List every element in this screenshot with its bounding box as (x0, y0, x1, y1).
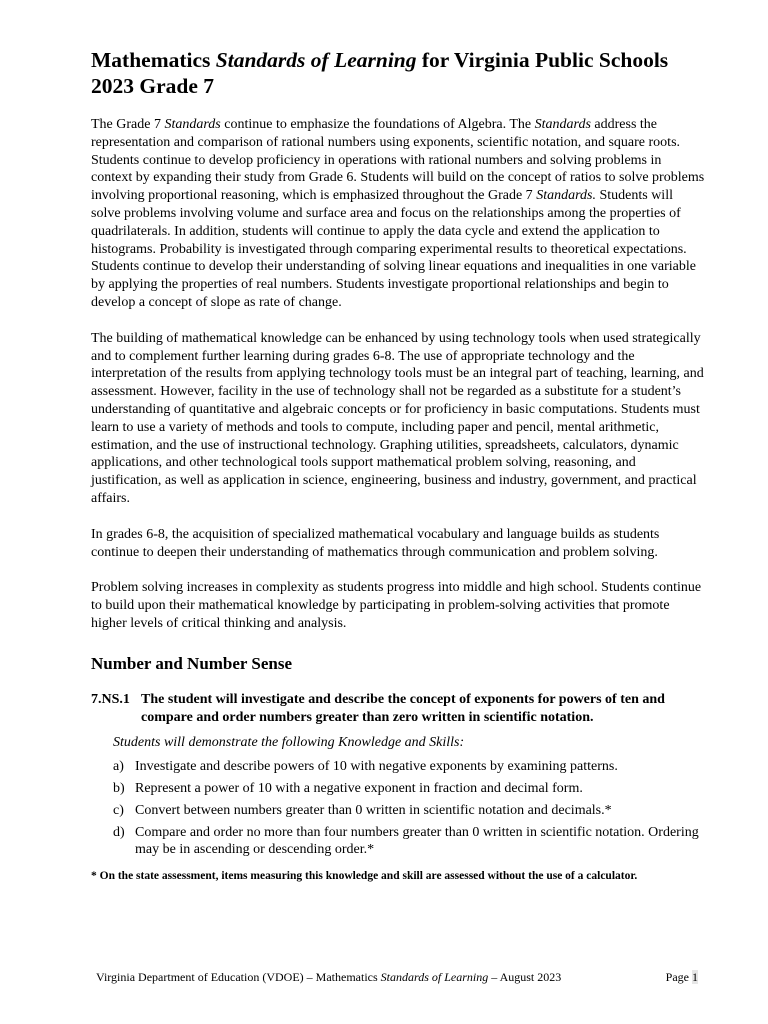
knowledge-skills-heading: Students will demonstrate the following Knowledge and Skills: (113, 735, 465, 751)
standard-text: The student will investigate and describe the concept of exponents for powers of ten and compare and order numbers greater than zero written in scientific notation. (141, 691, 665, 725)
knowledge-skills-list (113, 758, 705, 859)
intro-paragraph-4: Problem solving increases in complexity as students progress into middle and high school. Students continue to build upon their mathematical knowledge by participating in problem-solving activities that promote higher levels of critical thinking and analysis. (91, 580, 702, 631)
title-italic-text: Standards of Learning (215, 48, 417, 72)
standard-7ns1 (91, 691, 705, 727)
list-item: b) Represent a power of 10 with a negative exponent in fraction and decimal form. (113, 780, 583, 796)
intro-paragraph-1: The Grade 7 Standards continue to emphasize the foundations of Algebra. The Standards address the representation and comparison of rational numbers using exponents, scientific notation, and square roots. Students continue to develop proficiency in operations with rational numbers and solving problems in context by expanding their study from Grade 6. Students will build on the concept of ratios to solve problems involving proportional reasoning, which is emphasized throughout the Grade 7 Standards. Students will solve problems involving volume and surface area and focus on the relationships among the properties of quadrilaterals. In addition, students will continue to apply the data cycle and extend the application to histograms. Probability is investigated through comparing experimental results to theoretical expectations. Students continue to develop their understanding of solving linear equations and inequalities in one variable by applying the properties of real numbers. Students investigate proportional relationships and begin to develop a concept of slope as rate of change. (91, 117, 705, 310)
intro-paragraph-3: In grades 6-8, the acquisition of specialized mathematical vocabulary and language builds as students continue to deepen their understanding of mathematics through communication and problem solving. (91, 526, 660, 560)
section-heading: Number and Number Sense (91, 653, 293, 673)
page-number: Page 1 (665, 970, 698, 984)
standard-code: 7.NS.1 (91, 691, 130, 707)
list-item: d) Compare and order no more than four numbers greater than 0 written in scientific notation. Ordering may be in ascending or descending order.* (113, 824, 699, 858)
page-title (91, 47, 705, 99)
document-page (91, 47, 705, 884)
title-text: Mathematics (91, 48, 216, 72)
assessment-footnote: * On the state assessment, items measuring this knowledge and skill are assessed without the use of a calculator. (91, 870, 638, 883)
title-text-end: for Virginia Public Schools 2023 Grade 7 (91, 48, 669, 98)
list-item: c) Convert between numbers greater than 0 written in scientific notation and decimals.* (113, 802, 612, 818)
footer-source: Virginia Department of Education (VDOE) – Mathematics Standards of Learning – August 2023 (96, 970, 562, 984)
list-item: a) Investigate and describe powers of 10 with negative exponents by examining patterns. (113, 759, 618, 775)
intro-paragraph-2: The building of mathematical knowledge can be enhanced by using technology tools when used strategically and to complement further learning during grades 6-8. The use of appropriate technology and the interpretation of the results from applying technology tools must be an integral part of teaching, learning, and assessment. However, facility in the use of technology shall not be regarded as a substitute for a student’s understanding of quantitative and algebraic concepts or for proficiency in basic computations. Students must learn to use a variety of methods and tools to compute, including paper and pencil, mental arithmetic, estimation, and the use of instructional technology. Graphing utilities, spreadsheets, calculators, dynamic applications, and other technological tools support mathematical problem solving, reasoning, and justification, as well as application in science, engineering, business and industry, government, and practical affairs. (91, 330, 704, 506)
